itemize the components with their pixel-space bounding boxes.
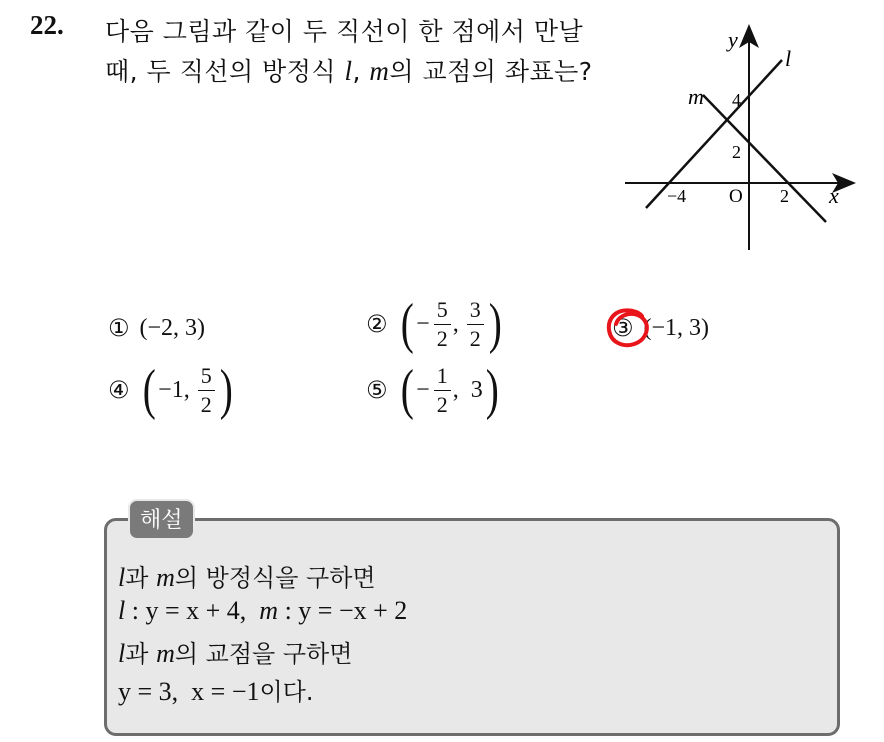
solution-line-2: l : y = x + 4, m : y = −x + 2 xyxy=(118,596,408,625)
question-text-line1: 다음 그림과 같이 두 직선이 한 점에서 만날 xyxy=(105,17,584,46)
x-tick-neg4: −4 xyxy=(667,186,687,206)
question-number: 22. xyxy=(30,10,64,40)
choice-2-marker: ② xyxy=(366,310,388,338)
choice-4-marker: ④ xyxy=(108,376,130,404)
line-m xyxy=(703,95,826,222)
question-text-line2 xyxy=(105,52,593,88)
choice-5[interactable]: ⑤ ( − $\frac{1}{2}$ , 3 ) xyxy=(366,359,499,421)
x-axis-label: x xyxy=(829,183,839,208)
choice-2-den2: 2 xyxy=(469,325,481,351)
solution-tag: 해설 xyxy=(128,499,195,540)
choice-1-text: (−2, 3) xyxy=(139,314,206,341)
choice-2-sep: , xyxy=(452,310,459,337)
line-m-symbol: m xyxy=(369,56,390,86)
choice-5-frac xyxy=(434,364,451,415)
choice-2-frac2 xyxy=(467,298,484,349)
question-line2-prefix: 때, 두 직선의 방정식 xyxy=(105,57,345,86)
coordinate-graph xyxy=(600,20,870,260)
solution-line-4: y = 3, x = −1이다. xyxy=(118,677,314,706)
choice-4-den: 2 xyxy=(200,391,212,417)
choice-2-num1: 5 xyxy=(434,298,451,324)
line-l-label: l xyxy=(785,46,792,71)
choice-4-frac xyxy=(198,364,215,415)
choice-4-num: 5 xyxy=(198,364,215,390)
solution-line-3: l과 m의 교점을 구하면 xyxy=(118,639,353,668)
choice-5-sign: − xyxy=(416,376,430,403)
choice-5-tail: , 3 xyxy=(452,376,483,403)
y-axis-label: y xyxy=(728,27,738,52)
choice-1[interactable] xyxy=(108,314,205,342)
choice-2-frac1 xyxy=(434,298,451,349)
line-m-label: m xyxy=(688,84,704,109)
y-tick-2: 2 xyxy=(732,142,741,162)
choice-5-den: 2 xyxy=(436,391,448,417)
x-tick-2: 2 xyxy=(780,186,789,206)
answer-circle-mark xyxy=(604,306,652,350)
line-l-symbol: l xyxy=(344,56,353,86)
choice-5-num: 1 xyxy=(434,364,451,390)
choice-2-sign: − xyxy=(416,310,430,337)
y-tick-4: 4 xyxy=(732,90,741,110)
choice-4-lead: −1, xyxy=(158,376,190,403)
choice-5-marker: ⑤ xyxy=(366,376,388,404)
origin-label: O xyxy=(729,186,743,207)
solution-line-1: l과 m의 방정식을 구하면 xyxy=(118,563,376,592)
question-line2-sep: , xyxy=(352,57,370,86)
choice-2-den1: 2 xyxy=(436,325,448,351)
choice-2[interactable]: ② ( − $\frac{5}{2}$ , $\frac{3}{2}$ ) xyxy=(366,293,502,355)
choice-2-num2: 3 xyxy=(467,298,484,324)
choice-3-text: (−1, 3) xyxy=(643,314,710,341)
question-line2-suffix: 의 교점의 좌표는? xyxy=(389,57,593,86)
choice-3-marker: ③ xyxy=(612,314,634,342)
choice-1-marker: ① xyxy=(108,314,130,342)
choice-4[interactable]: ④ ( −1, $\frac{5}{2}$ ) xyxy=(108,359,233,421)
